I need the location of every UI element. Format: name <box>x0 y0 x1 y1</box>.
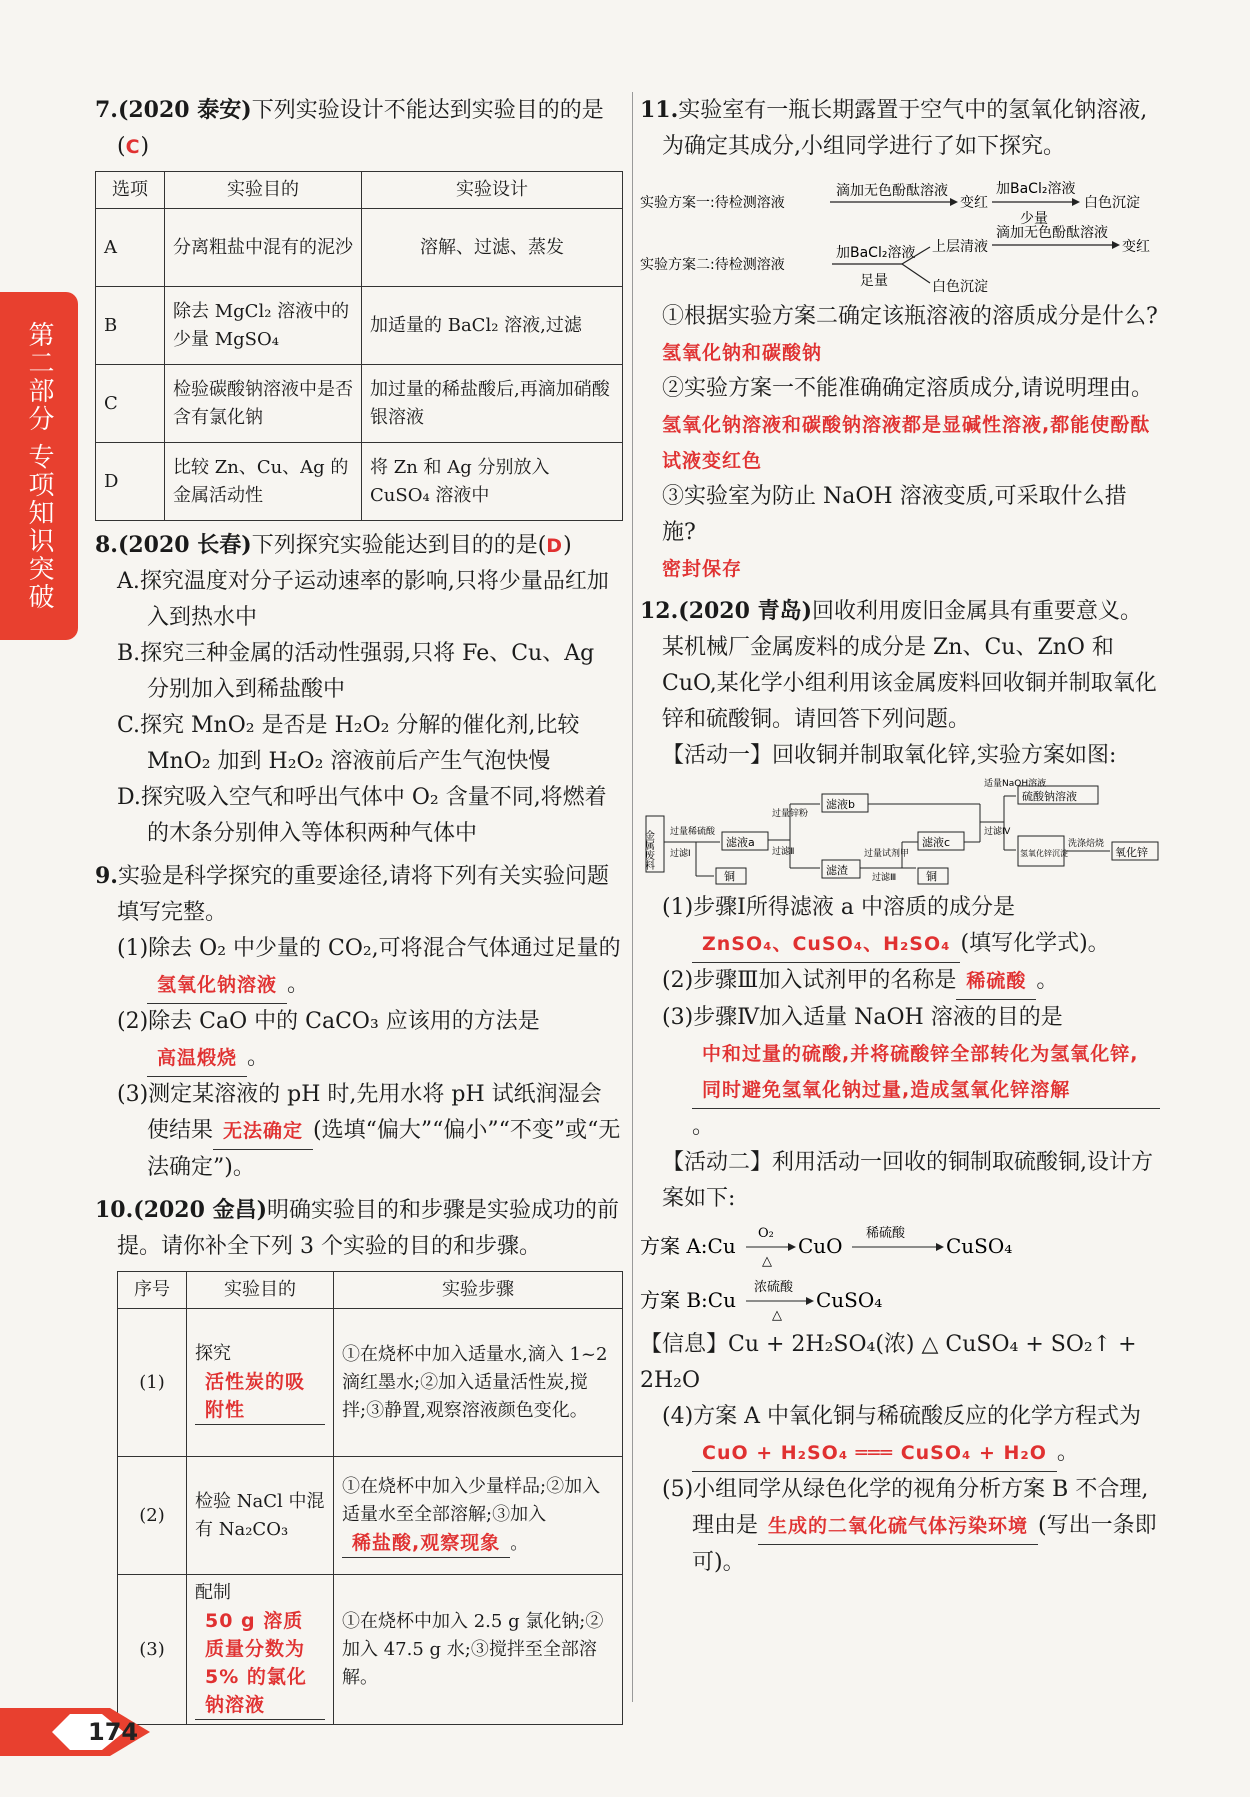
plan2-end: 变红 <box>1122 239 1150 255</box>
flow-step4-bot: 过滤Ⅳ <box>984 827 1011 837</box>
plan2-lower: 白色沉淀 <box>932 279 988 295</box>
q10-row-steps: ①在烧杯中加入适量水,滴入 1~2 滴红墨水;②加入适量活性炭,搅拌;③静置,观察溶液颜色变化。 <box>334 1309 623 1457</box>
table-row <box>96 287 623 365</box>
q12-part1-text: (1)步骤Ⅰ所得滤液 a 中溶质的成分是 <box>662 895 1015 920</box>
question-9 <box>95 858 623 1186</box>
plan1-mid: 变红 <box>960 195 988 211</box>
q10-row-no: (1) <box>118 1309 187 1457</box>
q12-plans <box>640 1217 1160 1327</box>
q11-stem: 实验室有一瓶长期露置于空气中的氢氧化钠溶液,为确定其成分,小组同学进行了如下探究。 <box>662 98 1148 159</box>
q8-answer: D <box>546 535 564 557</box>
q11-sub3: ③实验室为防止 NaOH 溶液变质,可采取什么措施? <box>662 484 1127 545</box>
q7-row-option: B <box>96 287 165 365</box>
q9-part3-answer: 无法确定 <box>213 1113 313 1150</box>
q10-header-steps: 实验步骤 <box>334 1272 623 1309</box>
q11-sub2: ②实验方案一不能准确确定溶质成分,请说明理由。 <box>662 376 1153 401</box>
page-number-badge <box>0 1700 165 1764</box>
question-11 <box>640 92 1160 587</box>
q7-row-design: 将 Zn 和 Ag 分别放入 CuSO₄ 溶液中 <box>362 443 623 521</box>
planA-label: 方案 A:Cu <box>640 1234 736 1258</box>
q12-source: (2020 青岛) <box>678 598 812 624</box>
question-7 <box>95 92 623 521</box>
planA-cond1-heat: △ <box>762 1254 772 1269</box>
flow-cu1: 铜 <box>724 870 735 883</box>
q7-number: 7. <box>95 97 118 123</box>
flow-step1-top: 过量稀硫酸 <box>670 827 716 837</box>
q12-part5-end: (写出一条即可)。 <box>692 1513 1157 1575</box>
plan1-arrow2-sublabel: 少量 <box>1020 211 1048 227</box>
q7-stem-end: ) <box>140 134 150 159</box>
q10-table <box>117 1271 623 1725</box>
q9-part3-end: (选填“偏大”“偏小”“不变”或“无法确定”)。 <box>147 1118 621 1180</box>
q11-sub2-answer: 氢氧化钠溶液和碳酸钠溶液都是显碱性溶液,都能使酚酞试液变红色 <box>662 414 1151 472</box>
q10-stem: 明确实验目的和步骤是实验成功的前提。请你补全下列 3 个实验的目的和步骤。 <box>117 1198 620 1259</box>
q12-activity2: 【活动二】利用活动一回收的铜制取硫酸铜,设计方案如下: <box>662 1150 1153 1211</box>
arrowhead <box>936 1243 944 1251</box>
flow-step2-bot: 过滤Ⅱ <box>772 847 795 857</box>
table-row <box>96 209 623 287</box>
flow-cu2: 铜 <box>926 870 937 883</box>
plan1-start: 实验方案一:待检测溶液 <box>640 195 785 211</box>
flow-step1-bot: 过滤Ⅰ <box>670 849 691 859</box>
planB-cond-heat: △ <box>772 1308 782 1323</box>
q10-row-no: (3) <box>118 1575 187 1725</box>
q7-header-design: 实验设计 <box>362 172 623 209</box>
q10-source: (2020 金昌) <box>133 1197 267 1223</box>
q7-row-design: 溶解、过滤、蒸发 <box>362 209 623 287</box>
q7-header-option: 选项 <box>96 172 165 209</box>
plan2-arrow1-sublabel: 足量 <box>860 273 888 289</box>
q7-row-design: 加适量的 BaCl₂ 溶液,过滤 <box>362 287 623 365</box>
q7-row-option: D <box>96 443 165 521</box>
q10-header-purpose: 实验目的 <box>187 1272 334 1309</box>
q8-option-a: A.探究温度对分子运动速率的影响,只将少量品红加入到热水中 <box>117 569 609 630</box>
q9-part3-text: (3)测定某溶液的 pH 时,先用水将 pH 试纸润湿会使结果 <box>117 1082 602 1143</box>
plan2-arrow2-label: 滴加无色酚酞溶液 <box>996 225 1108 241</box>
plan2-arrow1-label: 加BaCl₂溶液 <box>836 245 916 261</box>
q8-stem: 下列探究实验能达到目的的是( <box>251 533 547 558</box>
right-column <box>640 92 1160 1581</box>
q10-row-steps-answer: 稀盐酸,观察现象 <box>342 1529 510 1558</box>
q12-number: 12. <box>640 598 679 624</box>
q12-part4-end: 。 <box>1056 1440 1079 1465</box>
q7-row-purpose: 分离粗盐中混有的泥沙 <box>165 209 362 287</box>
plan1-arrow2-label: 加BaCl₂溶液 <box>996 181 1076 197</box>
flow-zno: 氧化锌 <box>1115 846 1148 859</box>
planA-cond2: 稀硫酸 <box>866 1226 906 1241</box>
arrowhead <box>950 198 958 206</box>
q9-part2-end: 。 <box>247 1045 270 1070</box>
flow-na2so4: 硫酸钠溶液 <box>1022 790 1077 803</box>
planA-cond1: O₂ <box>758 1226 774 1241</box>
q8-option-c: C.探究 MnO₂ 是否是 H₂O₂ 分解的催化剂,比较 MnO₂ 加到 H₂O₂ 溶液前后产生气泡快慢 <box>117 713 580 774</box>
q8-option-b: B.探究三种金属的活动性强弱,只将 Fe、Cu、Ag 分别加入到稀盐酸中 <box>117 641 595 702</box>
q8-option-d: D.探究吸入空气和呼出气体中 O₂ 含量不同,将燃着的木条分别伸入等体积两种气体中 <box>117 785 607 846</box>
q12-part2-text: (2)步骤Ⅲ加入试剂甲的名称是 <box>662 968 957 993</box>
q12-part3-answer: 中和过量的硫酸,并将硫酸锌全部转化为氢氧化锌,同时避免氢氧化钠过量,造成氢氧化锌溶解 <box>692 1036 1160 1109</box>
plan2-start: 实验方案二:待检测溶液 <box>640 257 785 273</box>
q12-part1-end: (填写化学式)。 <box>960 931 1110 956</box>
table-row <box>118 1575 623 1725</box>
q12-info: 【信息】Cu + 2H₂SO₄(浓) △ CuSO₄ + SO₂↑ + 2H₂O <box>640 1332 1137 1393</box>
table-row <box>96 365 623 443</box>
q9-part2-text: (2)除去 CaO 中的 CaCO₃ 应该用的方法是 <box>117 1009 540 1034</box>
q8-number: 8. <box>95 532 118 558</box>
flow-step2-top: 过量锌粉 <box>772 809 809 819</box>
plan2-upper: 上层清液 <box>932 239 988 255</box>
q12-part5-answer: 生成的二氧化硫气体污染环境 <box>758 1508 1038 1545</box>
flow-step4-top: 适量NaOH溶液 <box>984 779 1047 789</box>
planB-label: 方案 B:Cu <box>640 1288 736 1312</box>
q10-row-purpose: 探究 <box>195 1343 231 1364</box>
q12-part3-end: 。 <box>692 1114 715 1139</box>
q12-flowchart <box>640 776 1160 886</box>
q12-part2-end: 。 <box>1036 968 1059 993</box>
q11-number: 11. <box>640 97 679 123</box>
q7-row-option: A <box>96 209 165 287</box>
flow-znoh: 氢氧化锌沉淀 <box>1020 849 1068 858</box>
side-section-tab: 第二部分 专项知识突破 <box>0 292 78 640</box>
flow-step3-top: 过量试剂甲 <box>864 849 910 859</box>
flow-step3-bot: 过滤Ⅲ <box>872 873 897 883</box>
table-row <box>96 443 623 521</box>
q10-header-no: 序号 <box>118 1272 187 1309</box>
q10-row-steps: ①在烧杯中加入少量样品;②加入适量水至全部溶解;③加入 <box>342 1476 601 1525</box>
q12-part1-answer: ZnSO₄、CuSO₄、H₂SO₄ <box>692 926 960 963</box>
q12-stem: 回收利用废旧金属具有重要意义。某机械厂金属废料的成分是 Zn、Cu、ZnO 和 CuO,某化学小组利用该金属废料回收铜并制取氧化锌和硫酸铜。请回答下列问题。 <box>662 599 1157 732</box>
table-row <box>118 1309 623 1457</box>
flow-filtrate-c: 滤液c <box>922 836 951 849</box>
arrowhead <box>806 1297 814 1305</box>
q9-part1-answer: 氢氧化钠溶液 <box>147 967 287 1004</box>
planB-cond: 浓硫酸 <box>754 1280 794 1295</box>
planA-mid: CuO <box>798 1234 843 1258</box>
column-divider <box>632 92 633 1702</box>
arrowhead <box>1112 241 1120 249</box>
q9-stem: 实验是科学探究的重要途径,请将下列有关实验问题填写完整。 <box>117 864 609 925</box>
plan1-end: 白色沉淀 <box>1084 195 1140 211</box>
q12-part4-answer: CuO + H₂SO₄ ═══ CuSO₄ + H₂O <box>692 1435 1057 1472</box>
q9-part2-answer: 高温煅烧 <box>147 1040 247 1077</box>
q8-stem-end: ) <box>563 533 572 558</box>
arrowhead <box>1072 198 1080 206</box>
question-10 <box>95 1192 623 1725</box>
planB-end: CuSO₄ <box>816 1288 883 1312</box>
q10-row-purpose-answer: 活性炭的吸附性 <box>195 1368 325 1425</box>
q8-source: (2020 长春) <box>117 532 252 558</box>
q7-row-purpose: 比较 Zn、Cu、Ag 的金属活动性 <box>165 443 362 521</box>
flow-filtrate-a: 滤液a <box>726 836 755 849</box>
q7-row-design: 加过量的稀盐酸后,再滴加硝酸银溶液 <box>362 365 623 443</box>
q12-part5-text: (5)小组同学从绿色化学的视角分析方案 B 不合理,理由是 <box>662 1477 1149 1538</box>
q10-row-no: (2) <box>118 1457 187 1575</box>
q9-number: 9. <box>95 863 118 889</box>
q10-number: 10. <box>95 1197 134 1223</box>
page-number: 174 <box>88 1718 139 1746</box>
question-8 <box>95 527 623 852</box>
question-12 <box>640 593 1160 1581</box>
q11-experiment-diagram <box>640 169 1160 299</box>
q7-source: (2020 泰安) <box>117 97 252 123</box>
table-row: (2) 检验 NaCl 中混有 Na₂CO₃ ①在烧杯中加入少量样品;②加入适量水至全部溶解;③加入稀盐酸,观察现象 。 <box>118 1457 623 1575</box>
q10-row-purpose-answer: 50 g 溶质质量分数为 5% 的氯化钠溶液 <box>195 1607 325 1720</box>
q9-part1-end: 。 <box>287 972 310 997</box>
q7-table <box>95 171 623 521</box>
q7-header-purpose: 实验目的 <box>165 172 362 209</box>
flow-residue: 滤渣 <box>826 864 848 877</box>
q12-part3-text: (3)步骤Ⅳ加入适量 NaOH 溶液的目的是 <box>662 1005 1063 1030</box>
flow-filtrate-b: 滤液b <box>826 798 855 811</box>
plan2-branch-down <box>902 264 930 283</box>
q7-row-purpose: 除去 MgCl₂ 溶液中的少量 MgSO₄ <box>165 287 362 365</box>
flow-waste: 金属废料 <box>642 830 654 870</box>
q7-stem: 下列实验设计不能达到实验目的的是( <box>117 98 604 159</box>
planA-end: CuSO₄ <box>946 1234 1013 1258</box>
q12-part2-answer: 稀硫酸 <box>956 963 1036 1000</box>
q11-sub3-answer: 密封保存 <box>662 558 743 580</box>
q12-part4-text: (4)方案 A 中氧化铜与稀硫酸反应的化学方程式为 <box>662 1404 1142 1429</box>
left-column <box>95 92 623 1725</box>
q9-part1-text: (1)除去 O₂ 中少量的 CO₂,可将混合气体通过足量的 <box>117 936 621 961</box>
q10-row-purpose: 配制 <box>195 1582 231 1603</box>
flow-wash: 洗涤焙烧 <box>1068 839 1105 849</box>
arrowhead <box>788 1243 796 1251</box>
q7-row-option: C <box>96 365 165 443</box>
q11-sub1: ①根据实验方案二确定该瓶溶液的溶质成分是什么? <box>662 304 1158 329</box>
q7-row-purpose: 检验碳酸钠溶液中是否含有氯化钠 <box>165 365 362 443</box>
q12-activity1: 【活动一】回收铜并制取氧化锌,实验方案如图: <box>662 743 1117 768</box>
plan1-arrow1-label: 滴加无色酚酞溶液 <box>836 183 948 199</box>
q7-answer: C <box>125 136 141 158</box>
q11-sub1-answer: 氢氧化钠和碳酸钠 <box>662 342 823 364</box>
q10-row-purpose: 检验 NaCl 中混有 Na₂CO₃ <box>187 1457 334 1575</box>
q10-row-steps: ①在烧杯中加入 2.5 g 氯化钠;②加入 47.5 g 水;③搅拌至全部溶解。 <box>334 1575 623 1725</box>
